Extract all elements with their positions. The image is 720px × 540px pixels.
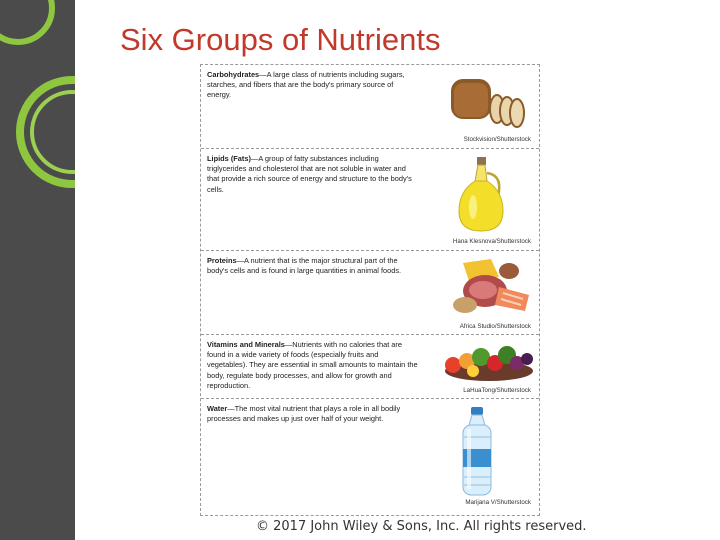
oil-bottle-icon [451, 155, 511, 235]
nutrient-description [207, 340, 419, 391]
sidebar-decoration [0, 0, 75, 540]
slide-title: Six Groups of Nutrients [120, 22, 441, 57]
nutrient-definition: —A large class of nutrients including sugars, starches, and fibers that are the body's primary source of energy. [207, 70, 405, 100]
nutrient-description [207, 404, 419, 424]
image-credit: Stockvision/Shutterstock [463, 136, 531, 143]
nutrient-definition: —Nutrients with no calories that are found in a wide variety of foods (especially fruits and vegetables). They are essential in small amounts to maintain the body, regulate body processes, and allow for growth and reproduction. [207, 340, 418, 390]
nutrient-definition: —The most vital nutrient that plays a role in all bodily processes and makes up just over half of your weight. [207, 404, 401, 424]
nutrient-description [207, 70, 419, 101]
image-credit: Hana Klesnova/Shutterstock [452, 238, 531, 245]
nutrient-row-vitamins-minerals [201, 335, 539, 399]
nutrient-row-carbohydrates [201, 65, 539, 149]
nutrient-description [207, 256, 419, 276]
nutrient-term: Proteins [207, 256, 237, 265]
nutrient-term: Lipids (Fats) [207, 154, 251, 163]
nutrient-row-proteins [201, 251, 539, 335]
nutrient-row-water [201, 399, 539, 515]
nutrient-row-lipids [201, 149, 539, 251]
nutrient-term: Carbohydrates [207, 70, 260, 79]
nutrient-description [207, 154, 419, 195]
image-credit: LaHuaTong/Shutterstock [463, 387, 531, 394]
image-credit: Africa Studio/Shutterstock [459, 323, 531, 330]
nutrient-definition: —A nutrient that is the major structural part of the body's cells and is found in large quantities in animal foods. [207, 256, 402, 276]
meat-fish-icon [445, 257, 533, 319]
image-credit: Marijana V/Shutterstock [465, 499, 531, 506]
nutrient-definition: —A group of fatty substances including triglycerides and cholesterol that are not soluble in water and that provide a rich source of energy and structure to the body's cells. [207, 154, 412, 194]
copyright-footer: © 2017 John Wiley & Sons, Inc. All rights reserved. [256, 519, 587, 534]
nutrient-term: Water [207, 404, 228, 413]
ring-decoration-icon [0, 0, 75, 540]
nutrient-term: Vitamins and Minerals [207, 340, 285, 349]
bread-icon [445, 69, 533, 131]
fruits-vegetables-icon [443, 341, 535, 385]
nutrients-panel [200, 64, 540, 516]
water-bottle-icon [455, 405, 499, 497]
